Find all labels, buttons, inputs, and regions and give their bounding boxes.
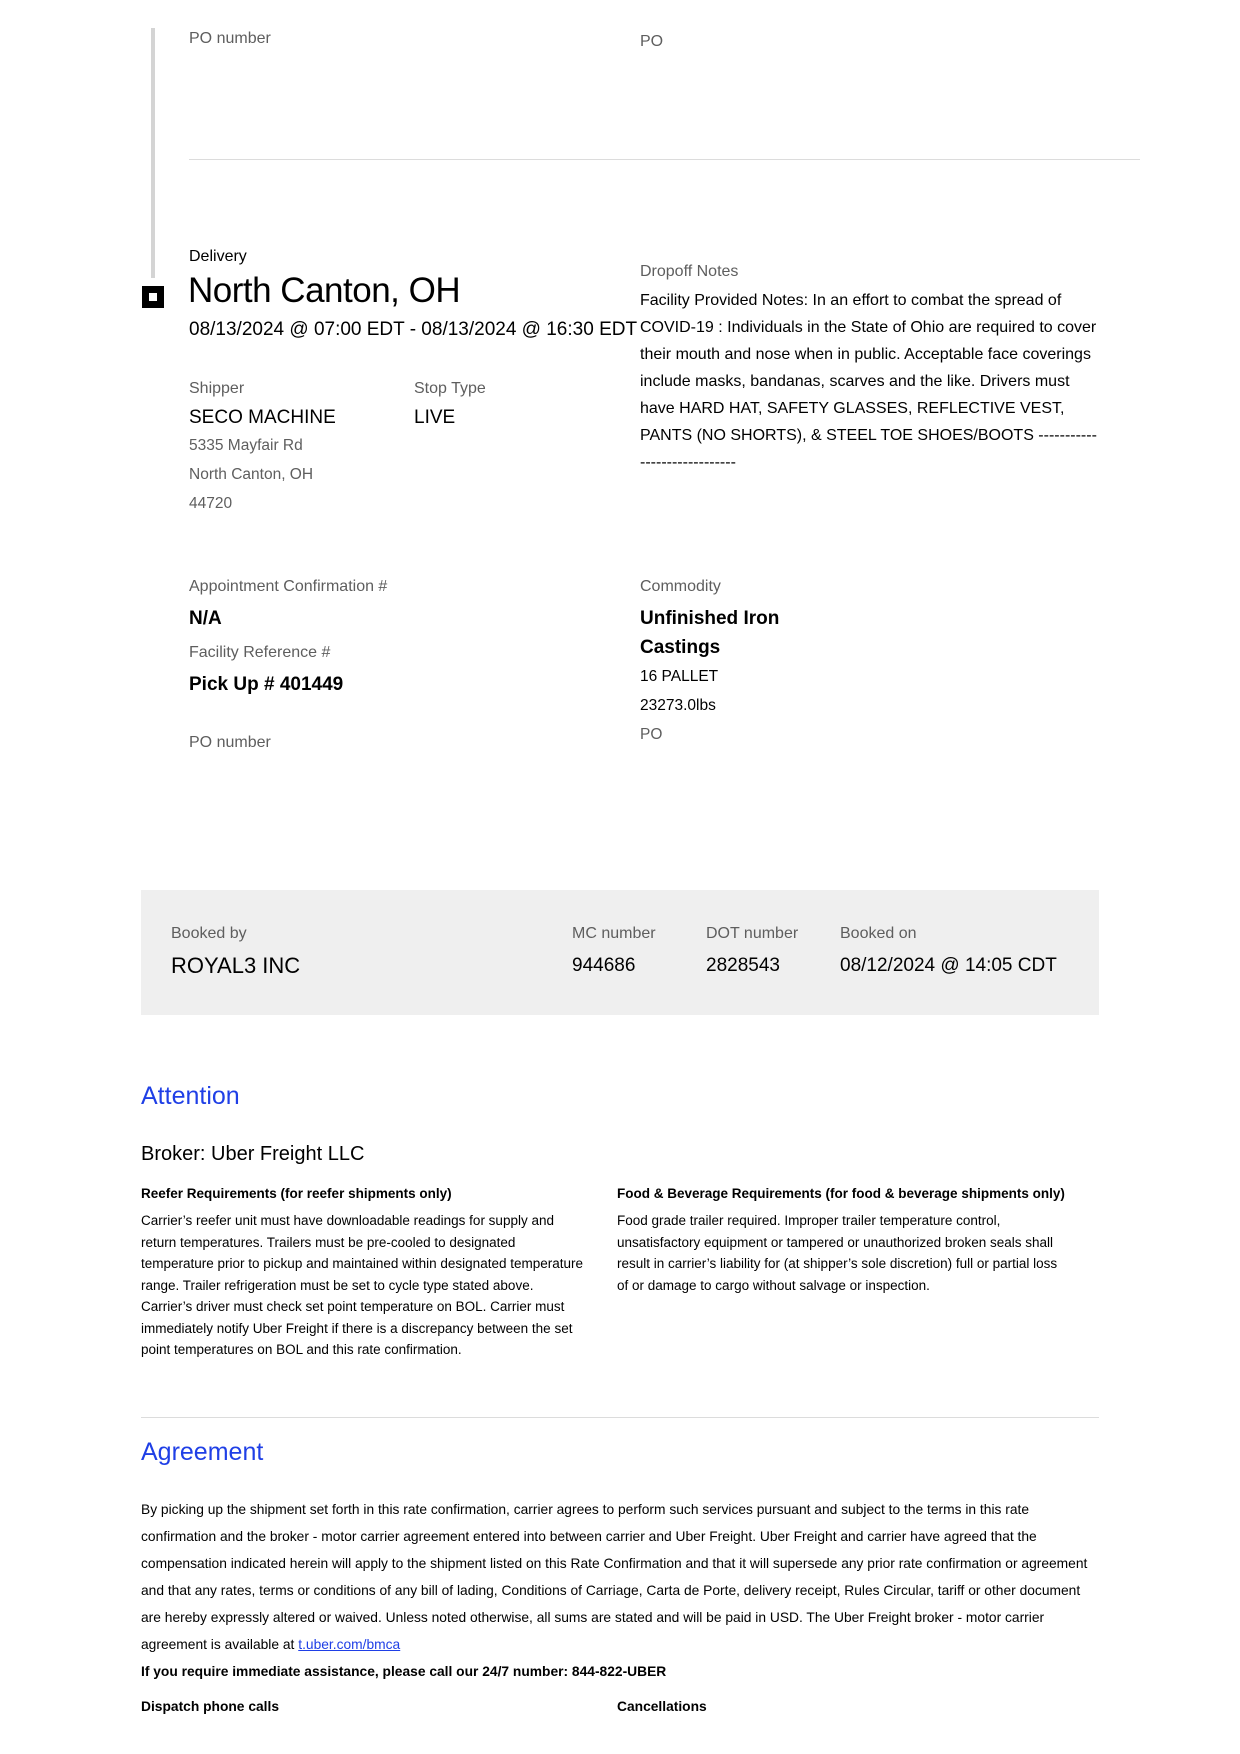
- po-value: PO: [640, 33, 664, 50]
- facility-reference-value: Pick Up # 401449: [189, 674, 344, 695]
- appointment-value: N/A: [189, 608, 222, 629]
- commodity-name: Unfinished Iron Castings: [640, 608, 780, 658]
- po-number-label: PO number: [189, 734, 271, 751]
- dropoff-notes-label: Dropoff Notes: [640, 263, 739, 280]
- address-line-2: North Canton, OH: [189, 466, 314, 483]
- reefer-requirements-title: Reefer Requirements (for reefer shipments only): [141, 1186, 452, 1201]
- mc-number-value: 944686: [572, 955, 636, 976]
- timeline-line: [151, 28, 155, 278]
- broker-name: Broker: Uber Freight LLC: [141, 1143, 365, 1165]
- commodity-po: PO: [640, 726, 663, 743]
- agreement-body: By picking up the shipment set forth in this rate confirmation, carrier agrees to perform such services pursuant and subject to the terms in this rate confirmation and the broker - motor carrier agreement entered into between carrier and Uber Freight. Uber Freight and carrier have agreed that the compensation indicated herein will apply to the shipment listed on this Rate Confirmation and that it will supersede any prior rate confirmation or agreement and that any rates, terms or conditions of any bill of lading, Conditions of Carriage, Carta de Porte, delivery receipt, Rules Circular, tariff or other document are hereby expressly altered or waived. Unless noted otherwise, all sums are stated and will be paid in USD.: [141, 1502, 1088, 1625]
- agreement-heading: Agreement: [141, 1438, 264, 1466]
- commodity-label: Commodity: [640, 578, 721, 595]
- mc-number-label: MC number: [572, 925, 656, 942]
- bmca-prefix: The Uber Freight broker - motor carrier agreement is available at: [141, 1610, 1045, 1652]
- commodity-quantity: 16 PALLET: [640, 668, 719, 685]
- booked-by-value: ROYAL3 INC: [171, 953, 301, 978]
- po-number-label: PO number: [189, 30, 271, 47]
- food-requirements-text: Food grade trailer required. Improper trailer temperature control, unsatisfactory equipment or tampered or unauthorized broken seals shall result in carrier’s liability for (at shipper’s sole discretion) full or partial loss of or damage to cargo without salvage or inspection.: [617, 1213, 1058, 1293]
- commodity-weight: 23273.0lbs: [640, 697, 716, 714]
- stop-type-label: Stop Type: [414, 380, 486, 397]
- stop-marker-icon: [142, 286, 164, 308]
- stop-city: North Canton, OH: [188, 271, 461, 310]
- booked-on-label: Booked on: [840, 925, 917, 942]
- section-divider: [141, 1417, 1099, 1418]
- dispatch-title: Dispatch phone calls: [141, 1699, 280, 1714]
- booked-by-label: Booked by: [171, 925, 247, 942]
- stop-type-heading: Delivery: [189, 248, 247, 265]
- address-line-1: 5335 Mayfair Rd: [189, 437, 303, 454]
- bmca-link[interactable]: t.uber.com/bmca: [298, 1637, 401, 1652]
- dot-number-label: DOT number: [706, 925, 799, 942]
- cancellations-title: Cancellations: [617, 1699, 707, 1714]
- attention-heading: Attention: [141, 1082, 240, 1110]
- delivery-window: 08/13/2024 @ 07:00 EDT - 08/13/2024 @ 16:30 EDT: [189, 319, 638, 340]
- agreement-text: [141, 1496, 1101, 1658]
- dot-number-value: 2828543: [706, 955, 780, 976]
- section-divider: [189, 159, 1140, 160]
- shipper-label: Shipper: [189, 380, 245, 397]
- stop-type-value: LIVE: [414, 407, 456, 428]
- booked-on-value: 08/12/2024 @ 14:05 CDT: [840, 955, 1057, 976]
- facility-reference-label: Facility Reference #: [189, 644, 331, 661]
- appointment-label: Appointment Confirmation #: [189, 578, 388, 595]
- assistance-line: If you require immediate assistance, please call our 24/7 number: 844-822-UBER: [141, 1664, 667, 1679]
- address-line-3: 44720: [189, 495, 233, 512]
- food-requirements-title: Food & Beverage Requirements (for food & beverage shipments only): [617, 1186, 1065, 1201]
- shipper-name: SECO MACHINE: [189, 407, 336, 428]
- dropoff-notes: Facility Provided Notes: In an effort to combat the spread of COVID-19 : Individuals in the State of Ohio are required to cover their mouth and nose when in public. Acceptable face coverings include masks, bandanas, scarves and the like. Drivers must have HARD HAT, SAFETY GLASSES, REFLECTIVE VEST, PANTS (NO SHORTS), & STEEL TOE SHOES/BOOTS -----------------------------: [640, 292, 1097, 471]
- reefer-requirements-text: Carrier’s reefer unit must have downloadable readings for supply and return temperatures. Trailers must be pre-cooled to designated temperature prior to pickup and maintained within designated temperature range. Trailer refrigeration must be set to cycle type stated above. Carrier’s driver must check set point temperature on BOL. Carrier must immediately notify Uber Freight if there is a discrepancy between the set point temperatures on BOL and this rate confirmation.: [141, 1213, 584, 1357]
